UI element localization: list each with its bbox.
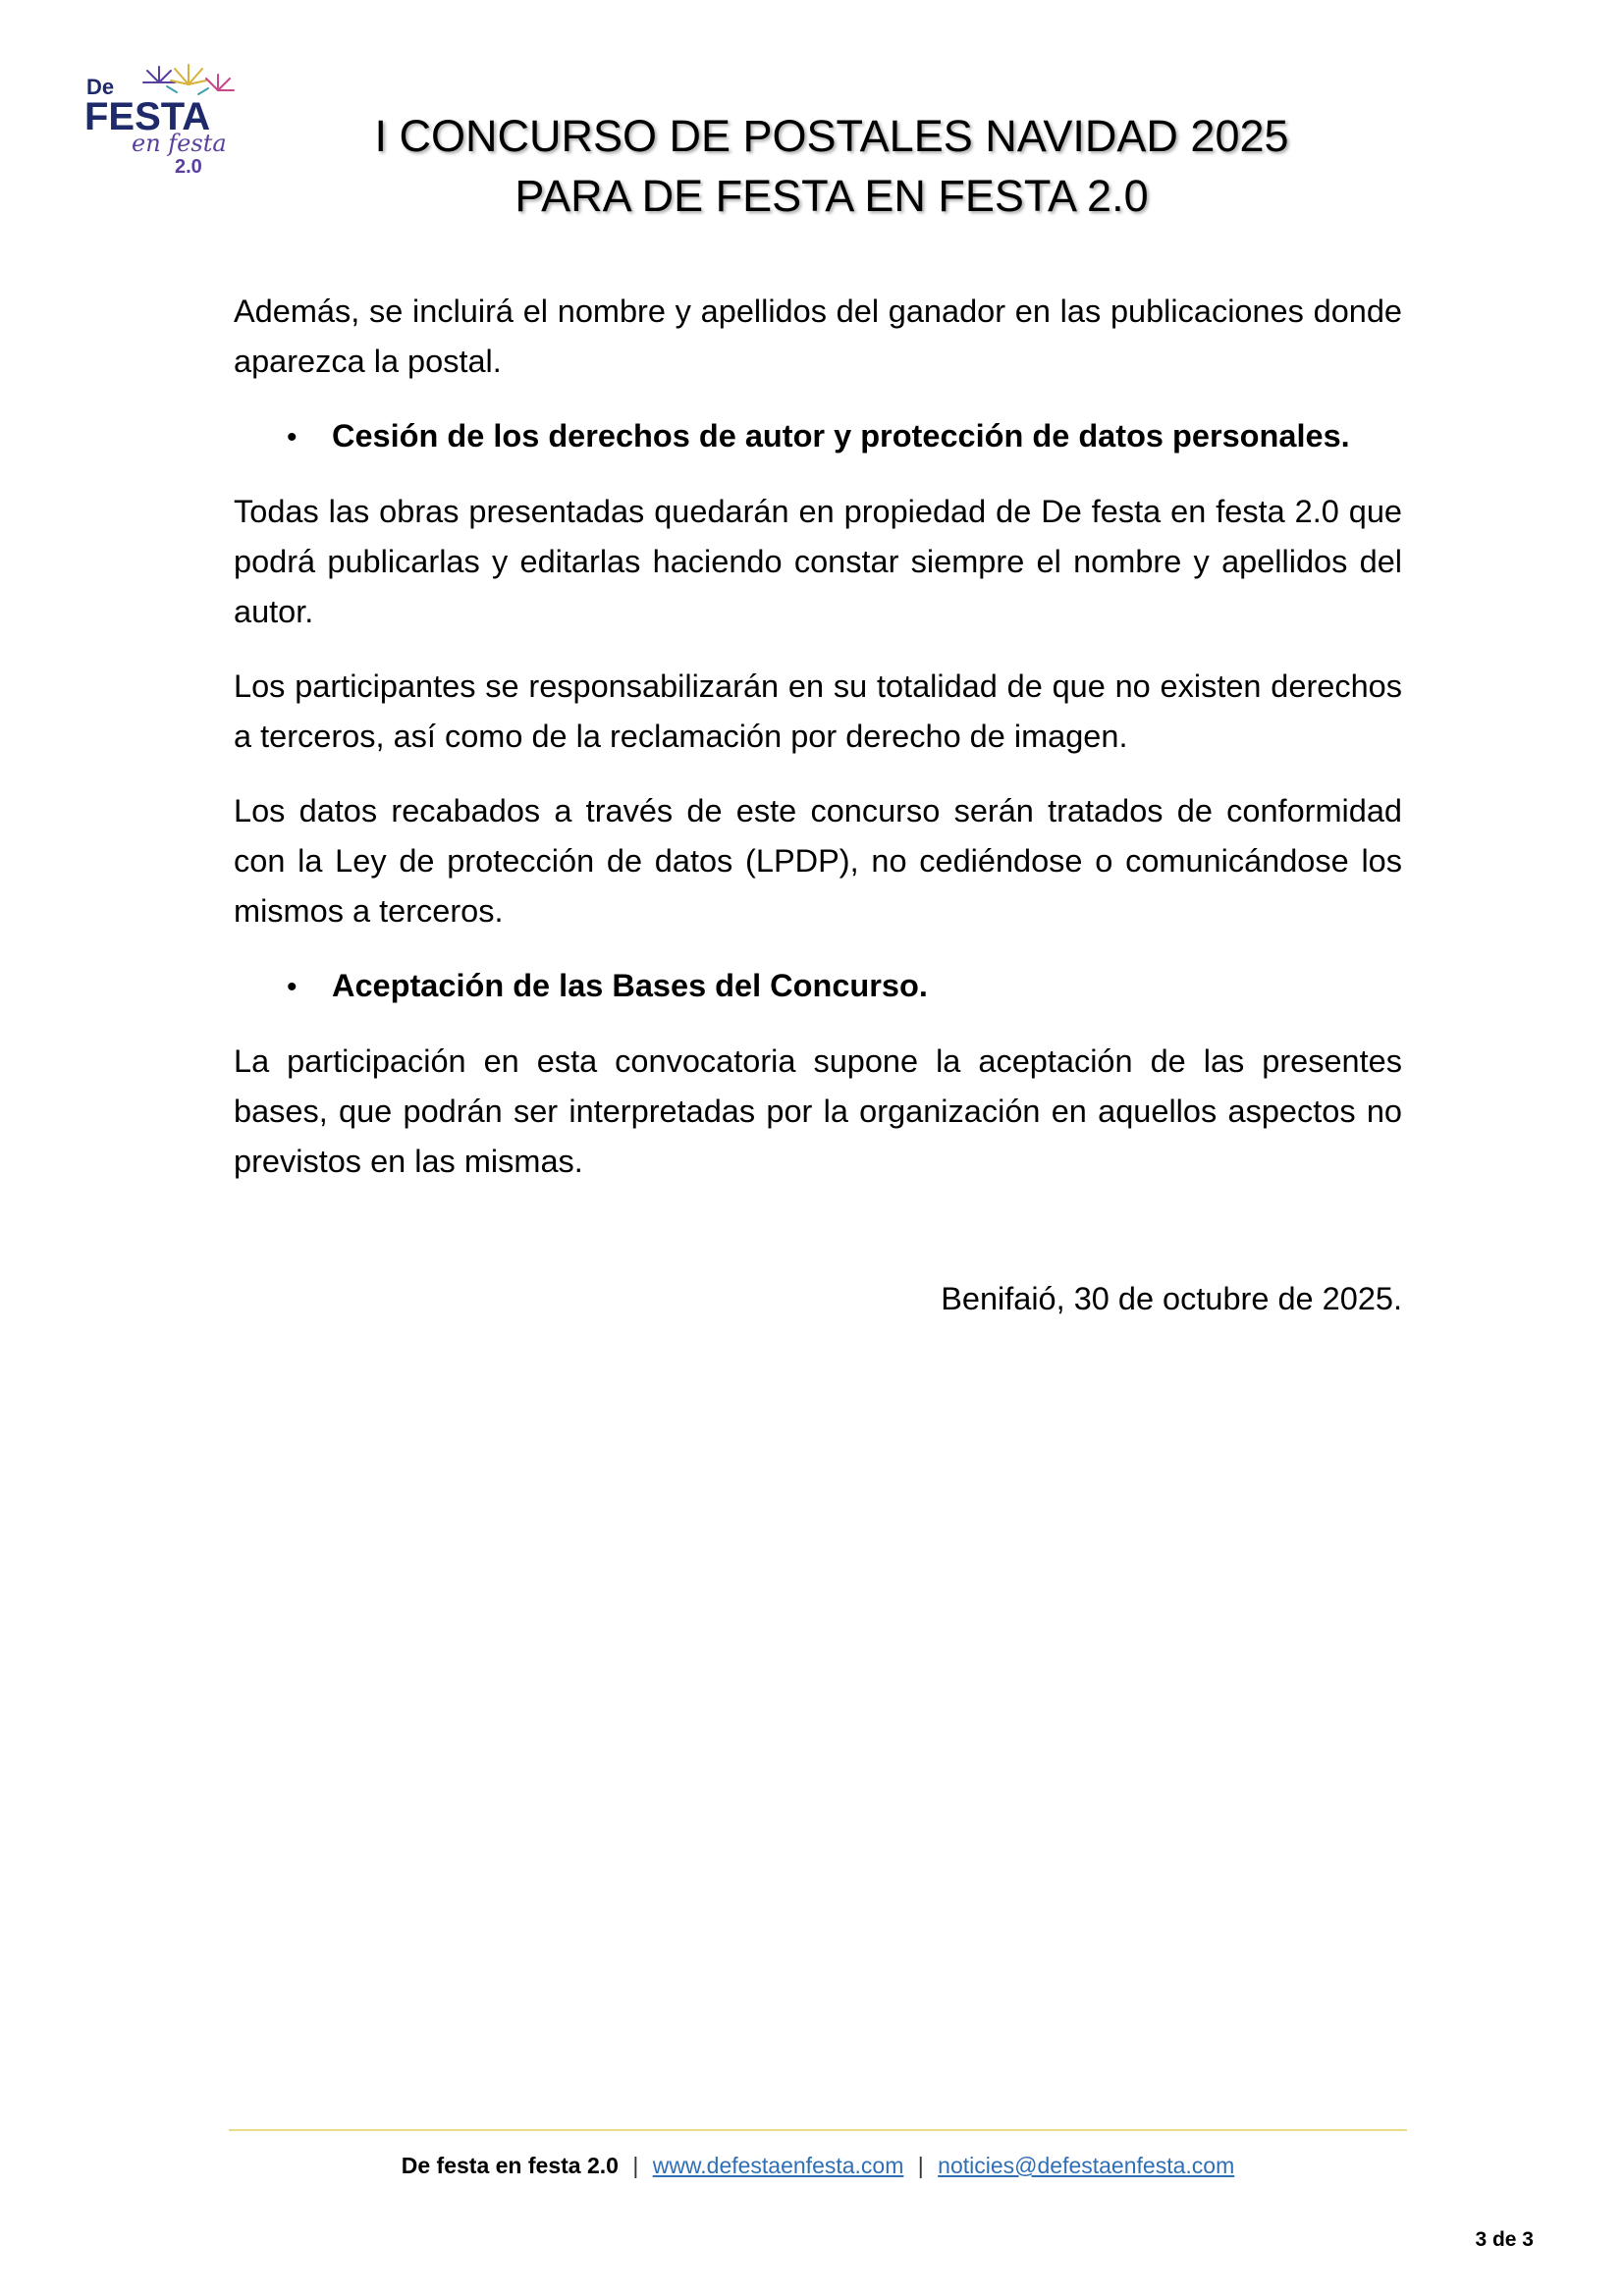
page-number: 3 de 3: [1475, 2228, 1534, 2251]
paragraph-acceptance: La participación en esta convocatoria supone la aceptación de las presentes bases, que podrán ser interpretadas por la organización en aquellos aspectos no previstos en las mismas.: [234, 1043, 1402, 1179]
bullet-icon: •: [287, 971, 298, 1003]
title-line-1: I CONCURSO DE POSTALES NAVIDAD 2025: [374, 111, 1289, 161]
paragraph-third-party-rights: Los participantes se responsabilizarán en su totalidad de que no existen derechos a terceros, así como de la reclamación por derecho de imagen.: [234, 668, 1402, 754]
de-festa-en-festa-logo: [82, 61, 249, 177]
bullet-icon: •: [287, 421, 298, 454]
document-title: [236, 106, 1428, 226]
footer-org-name: De festa en festa 2.0: [401, 2153, 619, 2178]
footer-separator: |: [632, 2153, 639, 2178]
logo-text-version: 2.0: [175, 156, 202, 177]
footer: [229, 2151, 1407, 2180]
section-heading-label: Cesión de los derechos de autor y protección de datos personales.: [332, 418, 1350, 454]
logo-text-de: De: [86, 75, 115, 99]
logo-lettering: [82, 61, 249, 177]
title-line-2: PARA DE FESTA EN FESTA 2.0: [514, 171, 1149, 221]
section-heading-label: Aceptación de las Bases del Concurso.: [332, 968, 928, 1003]
section-heading-copyright: [234, 411, 1402, 462]
paragraph-winner-name: Además, se incluirá el nombre y apellidos del ganador en las publicaciones donde aparezca la postal.: [234, 294, 1402, 379]
section-heading-acceptance: [234, 961, 1402, 1012]
footer-email-link[interactable]: noticies@defestaenfesta.com: [938, 2153, 1235, 2178]
footer-website-link[interactable]: www.defestaenfesta.com: [652, 2153, 904, 2178]
place-and-date: Benifaió, 30 de octubre de 2025.: [941, 1281, 1402, 1316]
logo-text-en-festa: en festa: [132, 130, 227, 157]
footer-separator: |: [917, 2153, 924, 2178]
paragraph-ownership: Todas las obras presentadas quedarán en propiedad de De festa en festa 2.0 que podrá publicarlas y editarlas haciendo constar siempre el nombre y apellidos del autor.: [234, 494, 1402, 629]
paragraph-data-protection: Los datos recabados a través de este concurso serán tratados de conformidad con la Ley de protección de datos (LPDP), no cediéndose o comunicándose los mismos a terceros.: [234, 793, 1402, 929]
document-body: [234, 287, 1402, 1211]
logo-text-festa: FESTA: [84, 95, 211, 138]
footer-divider: [229, 2129, 1407, 2131]
